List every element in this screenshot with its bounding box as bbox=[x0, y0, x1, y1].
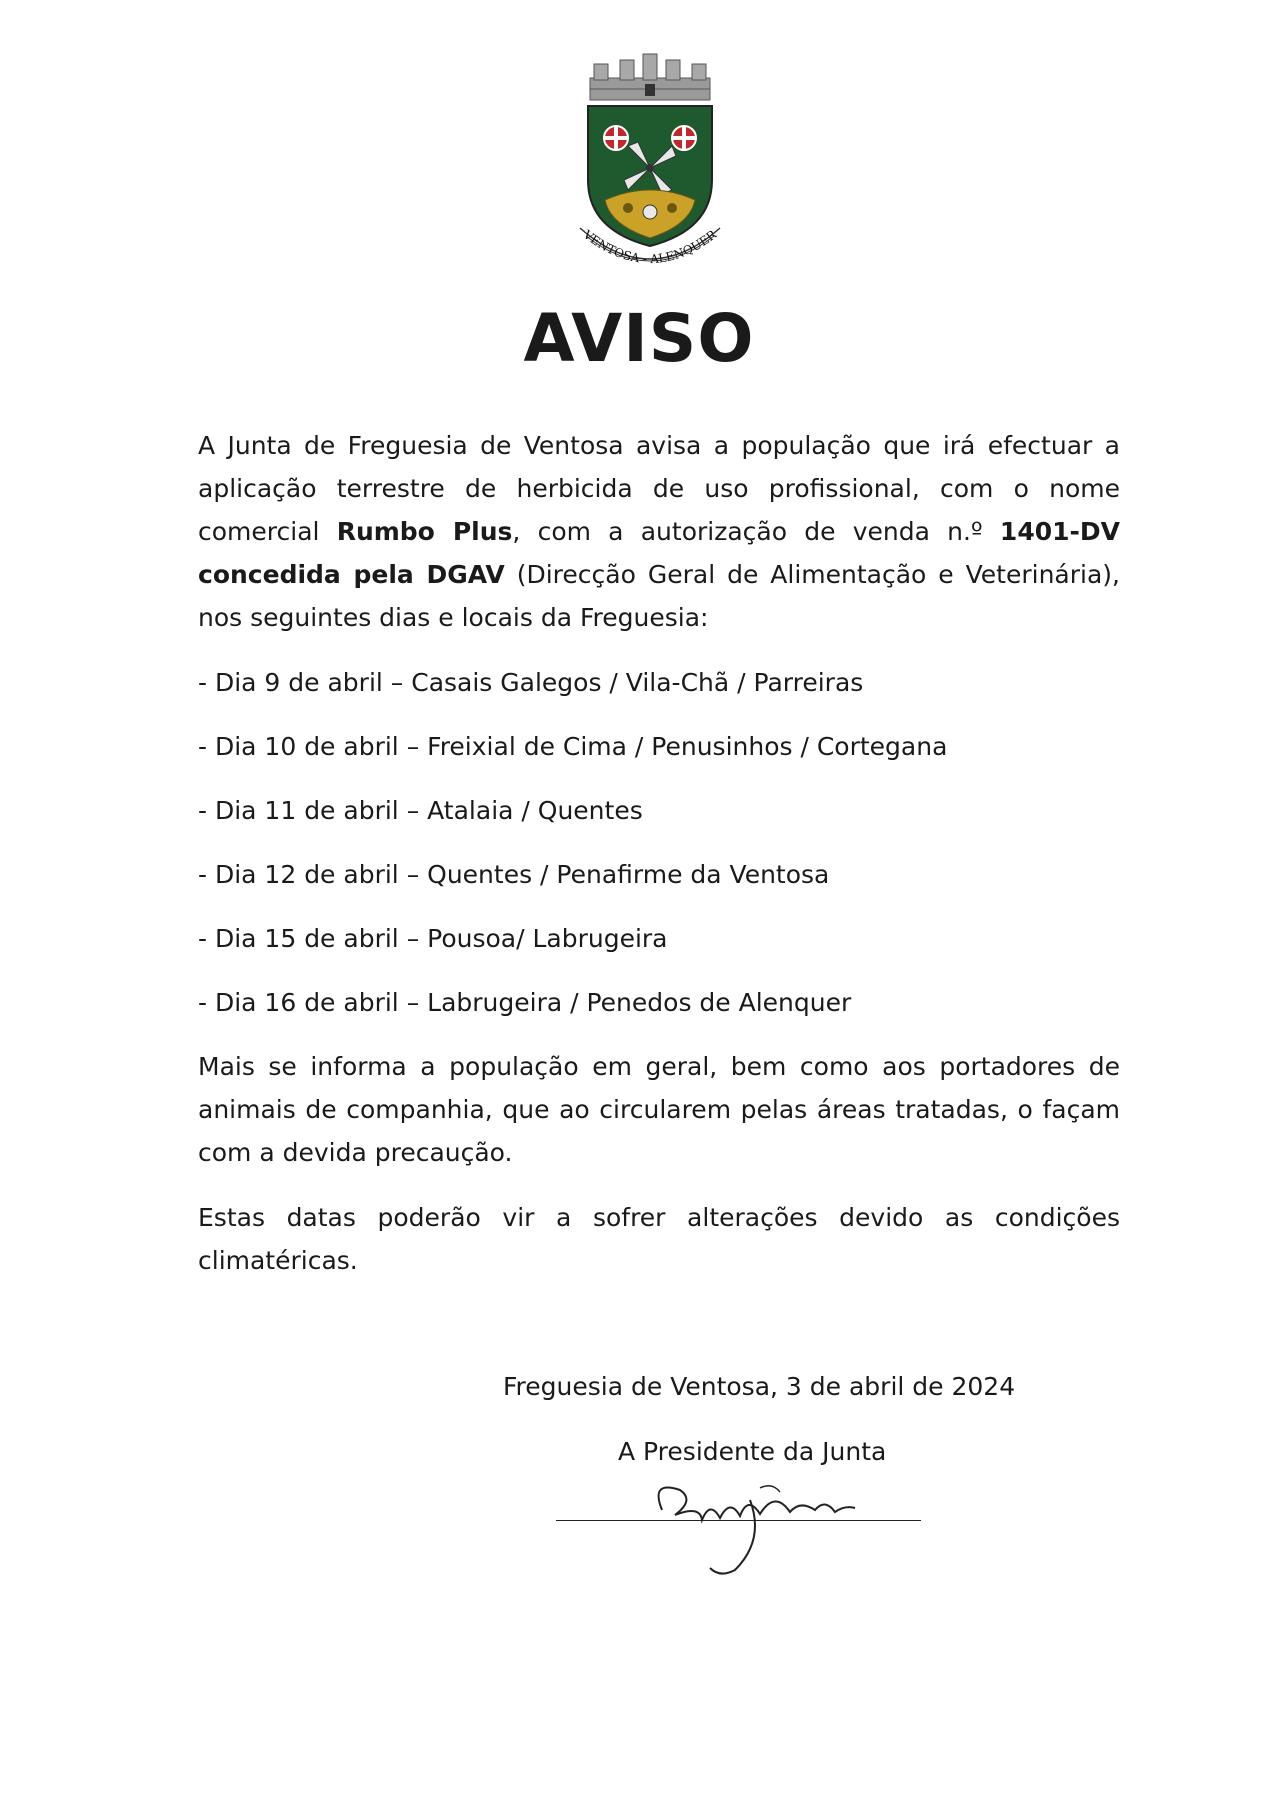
list-item: - Dia 9 de abril – Casais Galegos / Vila-Chã / Parreiras bbox=[198, 668, 864, 697]
red-cross-icon bbox=[604, 126, 628, 150]
list-item: - Dia 16 de abril – Labrugeira / Penedos de Alenquer bbox=[198, 988, 852, 1017]
handwritten-signature bbox=[640, 1470, 870, 1580]
red-cross-icon bbox=[672, 126, 696, 150]
signatory-role: A Presidente da Junta bbox=[618, 1437, 887, 1466]
mural-crown-icon bbox=[590, 54, 710, 100]
precaution-paragraph: Mais se informa a população em geral, bem como aos portadores de animais de companhia, que ao circularem pelas áreas tratadas, o façam com a devida precaução. bbox=[198, 1052, 1120, 1167]
intro-paragraph: A Junta de Freguesia de Ventosa avisa a população que irá efectuar a aplicação terrestre de herbicida de uso profissional, com o nome comercial Rumbo Plus, com a autorização de venda n.º 1401-DV concedida pela DGAV (Direcção Geral de Alimentação e Veterinária), nos seguintes dias e locais da Freguesia: bbox=[198, 431, 1120, 632]
list-item: - Dia 15 de abril – Pousoa/ Labrugeira bbox=[198, 924, 668, 953]
coat-of-arms-logo bbox=[550, 50, 750, 280]
list-item: - Dia 11 de abril – Atalaia / Quentes bbox=[198, 796, 643, 825]
authorization-number: 1401-DV concedida pela DGAV bbox=[198, 517, 1120, 589]
page-title: AVISO bbox=[523, 300, 755, 377]
ribbon-text: VENTOSA - ALENQUER bbox=[580, 227, 720, 267]
schedule-list bbox=[198, 663, 947, 1047]
product-name: Rumbo Plus bbox=[336, 517, 513, 546]
list-item: - Dia 12 de abril – Quentes / Penafirme da Ventosa bbox=[198, 860, 830, 889]
list-item: - Dia 10 de abril – Freixial de Cima / Penusinhos / Cortegana bbox=[198, 732, 948, 761]
place-date: Freguesia de Ventosa, 3 de abril de 2024 bbox=[503, 1372, 1016, 1401]
weather-notice-paragraph: Estas datas poderão vir a sofrer alterações devido as condições climatéricas. bbox=[198, 1203, 1120, 1275]
